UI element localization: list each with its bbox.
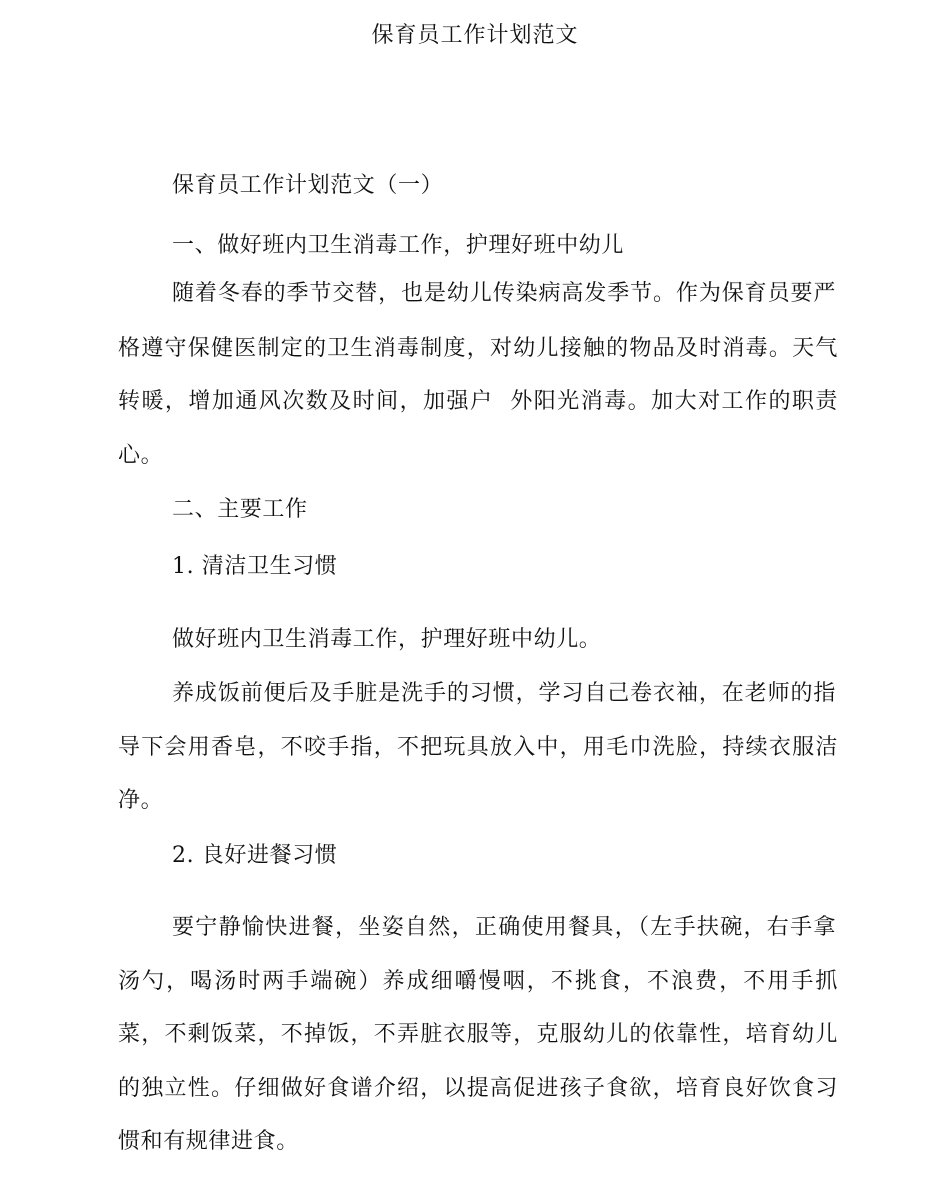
- section-1-paragraph-line: 格遵守保健医制定的卫生消毒制度，对幼儿接触的物品及时消毒。天气: [118, 336, 838, 361]
- section-1-paragraph-line: 心。: [118, 443, 164, 468]
- item-2-paragraph-line: 菜，不剩饭菜，不掉饭，不弄脏衣服等，克服幼儿的依靠性，培育幼儿: [118, 1022, 838, 1047]
- document-subtitle: 保育员工作计划范文（一）: [172, 173, 444, 198]
- item-1-heading: 1. 清洁卫生习惯: [172, 554, 338, 579]
- item-1-line: 做好班内卫生消毒工作，护理好班中幼儿。: [172, 627, 602, 652]
- section-2-heading: 二、主要工作: [172, 497, 308, 522]
- item-1-paragraph-line: 导下会用香皂，不咬手指，不把玩具放入中，用毛巾洗脸，持续衣服洁: [118, 735, 838, 760]
- section-1-heading: 一、做好班内卫生消毒工作，护理好班中幼儿: [172, 233, 625, 258]
- item-1-paragraph-line: 养成饭前便后及手脏是洗手的习惯，学习自己卷衣袖，在老师的指: [172, 681, 836, 706]
- section-1-paragraph-line: 随着冬春的季节交替，也是幼儿传染病高发季节。作为保育员要严: [172, 281, 836, 306]
- section-1-paragraph-line: 转暖，增加通风次数及时间，加强户 外阳光消毒。加大对工作的职责: [118, 389, 838, 414]
- item-2-paragraph-line: 的独立性。仔细做好食谱介绍，以提高促进孩子食欲，培育良好饮食习: [118, 1076, 838, 1101]
- item-2-paragraph-line: 惯和有规律进食。: [118, 1129, 299, 1154]
- item-2-paragraph-line: 要宁静愉快进餐，坐姿自然，正确使用餐具，（左手扶碗，右手拿: [172, 915, 836, 940]
- item-2-paragraph-line: 汤勺，喝汤时两手端碗）养成细嚼慢咽，不挑食，不浪费，不用手抓: [118, 969, 838, 994]
- document-title: 保育员工作计划范文: [371, 23, 579, 48]
- item-1-paragraph-line: 净。: [118, 788, 164, 813]
- item-2-heading: 2. 良好进餐习惯: [172, 843, 338, 868]
